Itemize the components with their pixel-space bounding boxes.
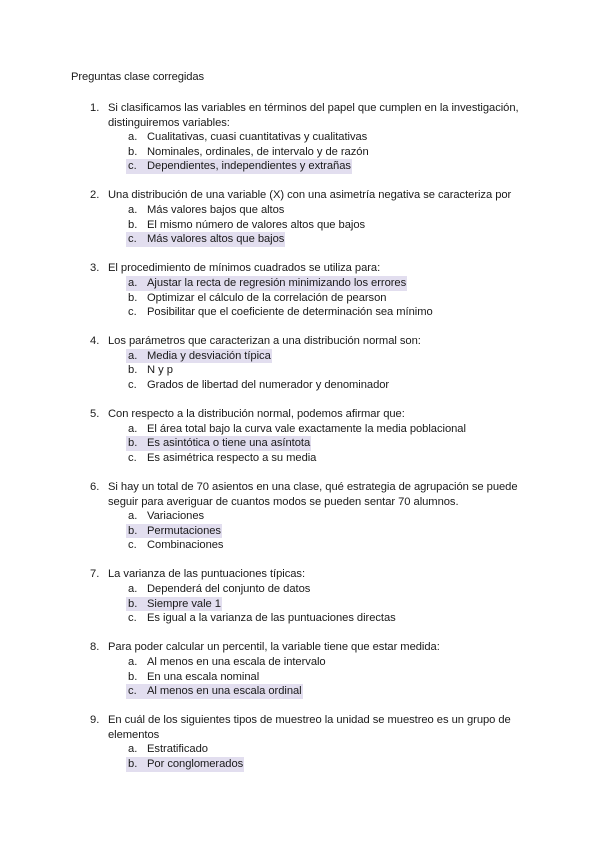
option-c-correct [0,159,600,174]
question-7 [0,567,600,625]
question-number: 4. [90,335,100,348]
option-text: El mismo número de valores altos que bajos [147,218,366,231]
option-text: Más valores bajos que altos [147,204,285,217]
option-a [0,130,600,145]
option-letter: b. [128,145,138,158]
question-1 [0,101,600,174]
document-title: Preguntas clase corregidas [71,71,204,83]
option-list [0,203,600,247]
option-list [0,349,600,393]
option-list [0,742,600,771]
option-text: Estratificado [147,743,208,756]
question-9 [0,713,600,771]
question-text: La varianza de las puntuaciones típicas: [108,568,306,581]
option-c [0,305,600,320]
option-c [0,538,600,553]
option-letter: c. [128,451,137,464]
option-b-correct [0,524,600,539]
option-b [0,145,600,160]
option-a [0,582,600,597]
option-text: Optimizar el cálculo de la correlación de pearson [147,291,387,304]
option-c [0,451,600,466]
option-text: Más valores altos que bajos [147,233,285,246]
option-b-correct [0,757,600,772]
option-b [0,291,600,306]
option-letter: a. [128,510,138,523]
option-list [0,422,600,466]
option-c [0,378,600,393]
option-letter: c. [128,233,137,246]
question-text: Con respecto a la distribución normal, podemos afirmar que: [108,408,405,421]
option-c [0,611,600,626]
option-letter: a. [128,583,138,596]
question-5 [0,407,600,465]
question-text-continued: elementos [108,728,160,741]
option-letter: c. [128,539,137,552]
option-text: En una escala nominal [147,670,260,683]
option-text: Es asintótica o tiene una asíntota [147,437,311,450]
option-text: El área total bajo la curva vale exactamente la media poblacional [147,422,466,435]
correct-answer-highlight [126,276,407,291]
option-letter: b. [128,670,138,683]
question-number: 2. [90,189,100,202]
option-list [0,655,600,699]
question-6 [0,480,600,553]
option-b [0,670,600,685]
question-number: 5. [90,408,100,421]
option-letter: b. [128,757,138,770]
question-8 [0,640,600,698]
option-letter: a. [128,131,138,144]
option-a [0,655,600,670]
option-c-correct [0,684,600,699]
option-text: Al menos en una escala ordinal [147,685,302,698]
option-letter: a. [128,276,138,289]
option-text: Combinaciones [147,539,224,552]
option-b-correct [0,436,600,451]
option-letter: a. [128,655,138,668]
option-letter: c. [128,160,137,173]
option-text: Grados de libertad del numerador y denominador [147,379,390,391]
option-letter: b. [128,597,138,610]
option-letter: c. [128,379,137,391]
correct-answer-highlight [126,349,272,364]
question-number: 7. [90,568,100,581]
option-list [0,509,600,553]
correct-answer-highlight [126,684,303,699]
option-c-correct [0,232,600,247]
question-4 [0,334,600,392]
question-text: Para poder calcular un percentil, la variable tiene que estar medida: [108,641,440,654]
option-a [0,203,600,218]
correct-answer-highlight [126,524,222,539]
option-a [0,742,600,757]
question-text: Si clasificamos las variables en términos del papel que cumplen en la investigación, [108,102,519,114]
option-text: Al menos en una escala de intervalo [147,655,326,668]
option-letter: a. [128,204,138,217]
option-b [0,363,600,378]
correct-answer-highlight [126,159,352,174]
question-text: Si hay un total de 70 asientos en una clase, qué estrategia de agrupación se puede [108,480,518,493]
option-text: Posibilitar que el coeficiente de determinación sea mínimo [147,306,433,319]
option-a-correct [0,276,600,291]
question-3 [0,261,600,319]
option-a [0,422,600,437]
option-letter: b. [128,437,138,450]
question-text-continued: distinguiremos variables: [108,116,230,129]
option-text: Cualitativas, cuasi cuantitativas y cualitativas [147,131,368,144]
option-text: Variaciones [147,510,205,523]
option-letter: a. [128,349,138,362]
question-list [0,101,600,786]
option-letter: b. [128,291,138,304]
question-number: 1. [90,102,100,114]
question-text-continued: seguir para averiguar de cuantos modos se pueden sentar 70 alumnos. [108,495,459,508]
option-text: Nominales, ordinales, de intervalo y de razón [147,145,369,158]
option-text: Dependientes, independientes y extrañas [147,160,351,173]
option-text: Permutaciones [147,524,221,537]
option-list [0,130,600,174]
correct-answer-highlight [126,436,311,451]
option-a-correct [0,349,600,364]
option-list [0,276,600,320]
question-number: 3. [90,262,100,275]
option-text: Ajustar la recta de regresión minimizando los errores [147,276,407,289]
question-number: 8. [90,641,100,654]
correct-answer-highlight [126,597,222,612]
question-text: Los parámetros que caracterizan a una distribución normal son: [108,335,421,348]
option-text: Media y desviación típica [147,349,271,362]
question-number: 9. [90,714,100,727]
option-b [0,218,600,233]
question-2 [0,188,600,246]
option-b-correct [0,597,600,612]
correct-answer-highlight [126,757,244,772]
option-text: Siempre vale 1 [147,597,221,610]
question-text: Una distribución de una variable (X) con una asimetría negativa se caracteriza por [108,189,512,202]
option-letter: b. [128,218,138,231]
option-letter: a. [128,422,138,435]
question-number: 6. [90,480,100,493]
option-a [0,509,600,524]
option-text: Es asimétrica respecto a su media [147,451,317,464]
correct-answer-highlight [126,232,285,247]
question-text: El procedimiento de mínimos cuadrados se utiliza para: [108,262,381,275]
option-text: Por conglomerados [147,757,244,770]
question-text: En cuál de los siguientes tipos de muestreo la unidad se muestreo es un grupo de [108,714,511,727]
option-letter: c. [128,306,137,319]
option-letter: c. [128,685,137,698]
option-text: Es igual a la varianza de las puntuaciones directas [147,612,396,625]
option-letter: a. [128,743,138,756]
option-letter: b. [128,364,138,377]
option-letter: c. [128,612,137,625]
option-text: N y p [147,364,173,377]
option-text: Dependerá del conjunto de datos [147,583,311,596]
option-letter: b. [128,524,138,537]
option-list [0,582,600,626]
